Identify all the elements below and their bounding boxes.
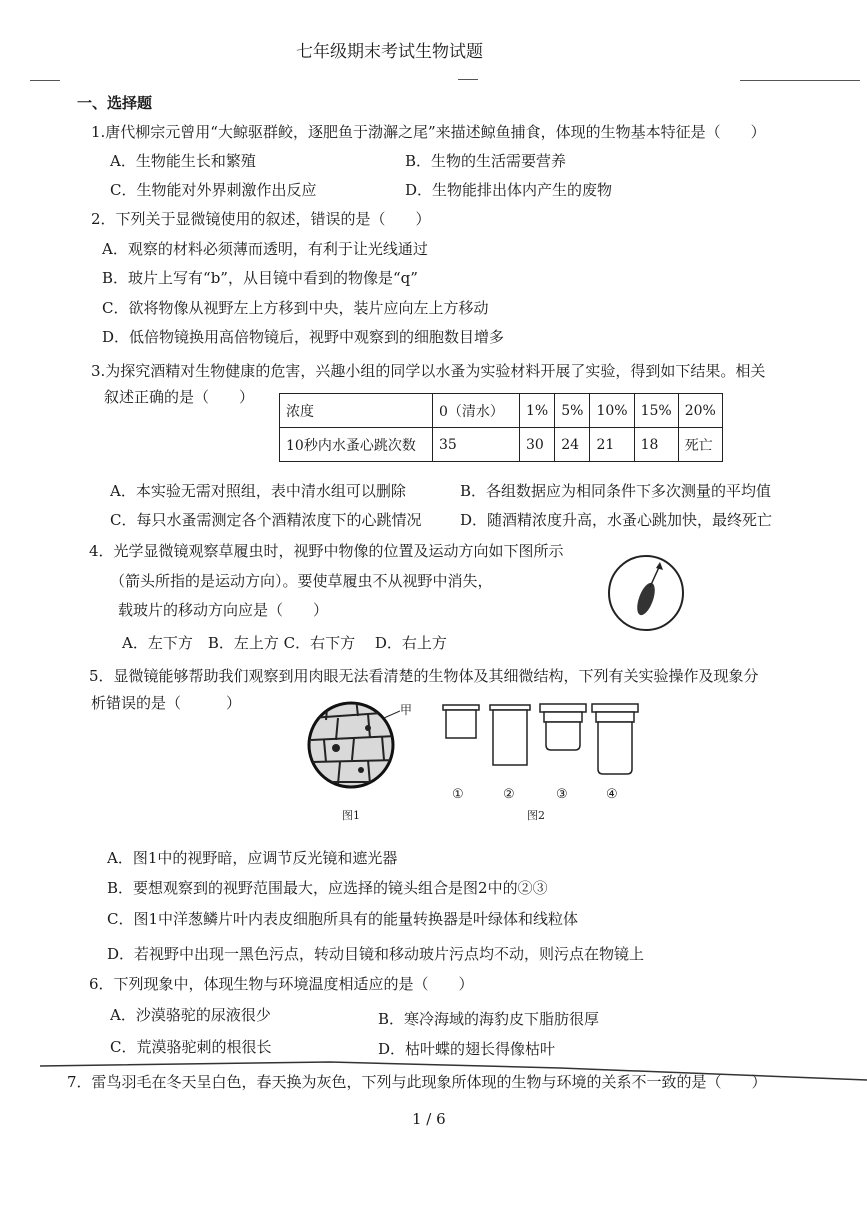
lens-label-1: ①	[452, 787, 464, 802]
table-cell: 30	[520, 428, 555, 462]
lens-4	[592, 704, 638, 774]
question-2-stem: 2．下列关于显微镜使用的叙述，错误的是（ ）	[91, 210, 431, 228]
paramecium-body	[634, 581, 659, 618]
question-6-option-a: A．沙漠骆驼的尿液很少	[110, 1006, 271, 1024]
question-4-stem-line2: （箭头所指的是运动方向）。要使草履虫不从视野中消失，	[110, 572, 493, 590]
question-4-options: A．左下方 B．左上方 C．右下方 D．右上方	[122, 634, 447, 652]
question-5-stem-line1: 5．显微镜能够帮助我们观察到用肉眼无法看清楚的生物体及其细微结构，下列有关实验操作及现象分	[89, 667, 759, 685]
table-cell: 35	[433, 428, 520, 462]
question-1-stem: 1.唐代柳宗元曾用“大鲸驱群鲛，逐肥鱼于渤澥之尾”来描述鲸鱼捕食，体现的生物基本特征是（ ）	[91, 123, 766, 141]
question-2-option-b: B．玻片上写有“b”，从目镜中看到的物像是“q”	[102, 269, 418, 287]
lens-3	[540, 704, 586, 750]
question-2-option-d: D．低倍物镜换用高倍物镜后，视野中观察到的细胞数目增多	[102, 328, 505, 346]
lens-1	[443, 705, 479, 738]
lens-2	[490, 705, 530, 765]
cell-nucleus	[332, 744, 340, 752]
movement-arrow-head	[656, 562, 663, 570]
question-6-option-b: B．寒冷海域的海豹皮下脂肪很厚	[378, 1010, 600, 1028]
paramecium-view-figure	[606, 553, 686, 633]
question-6-stem: 6．下列现象中，体现生物与环境温度相适应的是（ ）	[89, 975, 474, 993]
table-row	[280, 428, 723, 462]
question-1-option-b: B．生物的生活需要营养	[405, 152, 567, 170]
pointer-line	[384, 711, 400, 718]
question-5-option-d: D．若视野中出现一黑色污点，转动目镜和移动玻片污点均不动，则污点在物镜上	[107, 945, 645, 963]
table-cell: 0（清水）	[433, 394, 520, 428]
heart-rate-table	[279, 393, 723, 462]
table-cell: 死亡	[678, 428, 722, 462]
question-2-option-a: A．观察的材料必须薄而透明，有利于让光线通过	[102, 240, 428, 258]
question-5-option-b: B．要想观察到的视野范围最大，应选择的镜头组合是图2中的②③	[107, 879, 548, 897]
question-7-stem: 7．雷鸟羽毛在冬天呈白色，春天换为灰色，下列与此现象所体现的生物与环境的关系不一致的是（ ）	[67, 1073, 767, 1091]
question-4-stem-line3: 载玻片的移动方向应是（ ）	[118, 601, 329, 619]
question-5-stem-line2: 析错误的是（ ）	[91, 694, 242, 712]
scan-line	[740, 80, 860, 81]
table-cell: 18	[634, 428, 678, 462]
question-6-option-d: D．枯叶蝶的翅长得像枯叶	[378, 1040, 556, 1058]
question-1-option-c: C．生物能对外界刺激作出反应	[110, 181, 317, 199]
table-cell: 15%	[634, 394, 678, 428]
question-5-option-c: C．图1中洋葱鳞片叶内表皮细胞所具有的能量转换器是叶绿体和线粒体	[107, 910, 579, 928]
scan-line	[458, 79, 478, 80]
table-row	[280, 394, 723, 428]
lens-label-4: ④	[606, 787, 618, 802]
cell-nucleus	[365, 725, 371, 731]
question-3-option-c: C．每只水蚤需测定各个酒精浓度下的心跳情况	[110, 511, 422, 529]
page-title: 七年级期末考试生物试题	[296, 42, 483, 62]
question-1-option-d: D．生物能排出体内产生的废物	[405, 181, 613, 199]
lens-label-3: ③	[556, 787, 568, 802]
question-5-option-a: A．图1中的视野暗，应调节反光镜和遮光器	[107, 849, 398, 867]
question-6-option-c: C．荒漠骆驼刺的根很长	[110, 1038, 272, 1056]
figure-1-label-jia: 甲	[400, 703, 413, 717]
table-cell: 21	[590, 428, 634, 462]
question-3-option-d: D．随酒精浓度升高，水蚤心跳加快，最终死亡	[460, 511, 773, 529]
question-4-stem-line1: 4．光学显微镜观察草履虫时，视野中物像的位置及运动方向如下图所示	[89, 542, 564, 560]
question-1-option-a: A．生物能生长和繁殖	[110, 152, 256, 170]
table-cell: 1%	[520, 394, 555, 428]
figure-1-caption: 图1	[342, 809, 360, 822]
lens-set-figure	[440, 703, 640, 781]
scan-line	[30, 80, 60, 81]
question-2-option-c: C．欲将物像从视野左上方移到中央，装片应向左上方移动	[102, 299, 489, 317]
section-heading: 一、选择题	[77, 94, 153, 112]
table-cell: 20%	[678, 394, 722, 428]
table-cell: 24	[555, 428, 590, 462]
table-cell: 5%	[555, 394, 590, 428]
table-cell: 10秒内水蚤心跳次数	[280, 428, 433, 462]
figure-2-caption: 图2	[527, 809, 545, 822]
question-3-option-a: A．本实验无需对照组，表中清水组可以删除	[110, 482, 406, 500]
lens-label-2: ②	[503, 787, 515, 802]
question-3-stem-line2: 叙述正确的是（ ）	[104, 388, 255, 406]
onion-cell-view-figure	[306, 698, 400, 792]
table-cell: 浓度	[280, 394, 433, 428]
page-number: 1 / 6	[412, 1110, 446, 1128]
question-3-option-b: B．各组数据应为相同条件下多次测量的平均值	[460, 482, 772, 500]
table-cell: 10%	[590, 394, 634, 428]
cell-nucleus	[358, 767, 364, 773]
question-3-stem-line1: 3.为探究酒精对生物健康的危害，兴趣小组的同学以水蚤为实验材料开展了实验，得到如下结果。相关	[91, 362, 766, 380]
